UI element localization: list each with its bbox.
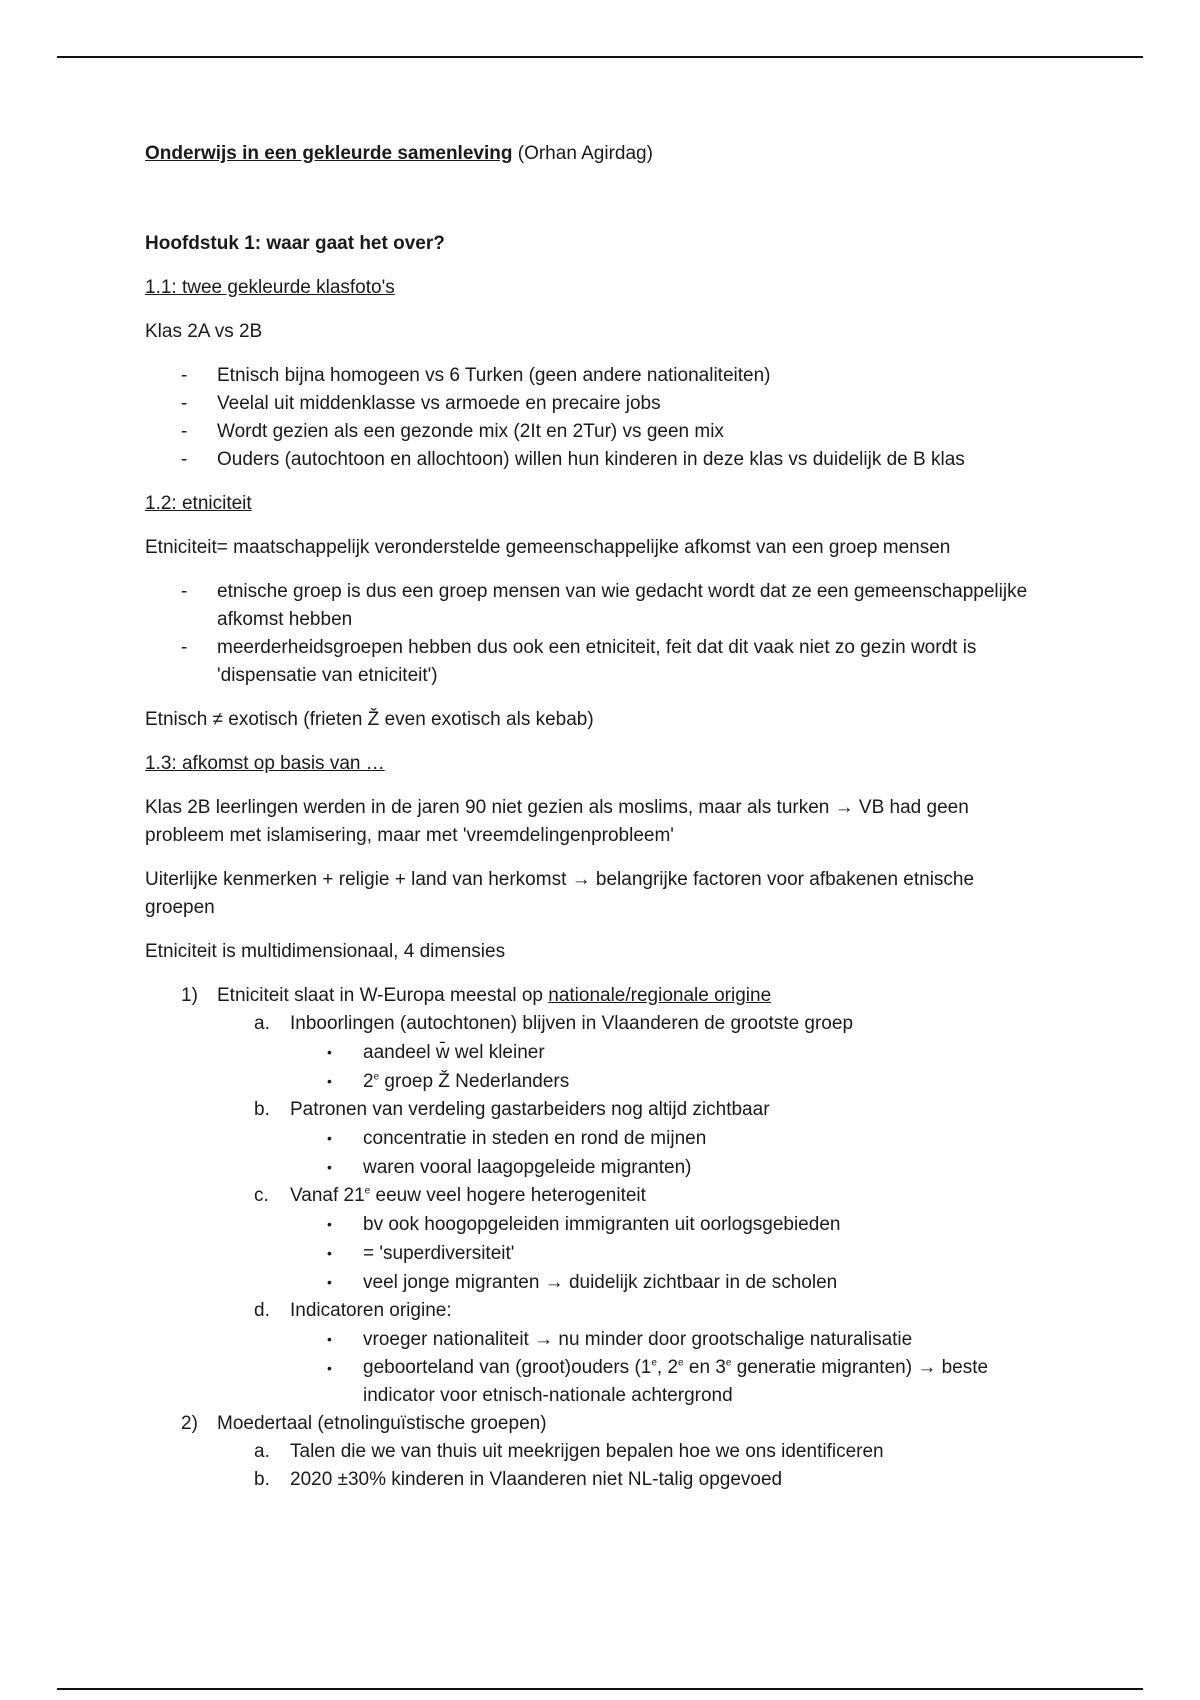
bullet-item: [145, 1038, 1045, 1067]
letter-marker: a.: [254, 1013, 270, 1034]
bullet-item: [145, 1239, 1045, 1268]
dimension-1-item-c: [145, 1182, 1045, 1210]
item-text: Indicatoren origine:: [290, 1300, 452, 1321]
bullet-marker: •: [327, 1216, 332, 1232]
number-marker: 1): [181, 985, 198, 1006]
bullet-text: concentratie in steden en rond de mijnen: [363, 1128, 707, 1149]
list-item-text: etnische groep is dus een groep mensen van wie gedacht wordt dat ze een gemeenschappelijke afkomst hebben: [217, 581, 1028, 630]
letter-marker: b.: [254, 1099, 270, 1120]
bullet-marker: •: [327, 1245, 332, 1261]
bullet-marker: •: [327, 1044, 332, 1060]
bullet-text: bv ook hoogopgeleiden immigranten uit oorlogsgebieden: [363, 1214, 841, 1235]
title-main: Onderwijs in een gekleurde samenleving: [145, 143, 513, 164]
superscript: e: [725, 1357, 732, 1369]
bullet-item: [145, 1354, 1045, 1410]
section-heading-1-3: 1.3: afkomst op basis van …: [145, 753, 385, 774]
list-item-text: Veelal uit middenklasse vs armoede en precaire jobs: [217, 393, 661, 414]
bullet-marker: •: [327, 1331, 332, 1347]
superscript: e: [678, 1357, 684, 1369]
dimension-1-underlined: nationale/regionale origine: [548, 985, 772, 1006]
letter-marker: b.: [254, 1469, 270, 1490]
bullet-text: vroeger nationaliteit → nu minder door grootschalige naturalisatie: [363, 1329, 913, 1350]
item-text: Vanaf 21: [290, 1185, 365, 1206]
bottom-rule: [57, 1688, 1143, 1690]
superscript: e: [364, 1185, 371, 1197]
bullet-text: 2: [363, 1071, 374, 1092]
bullet-item: [145, 1067, 1045, 1096]
section-heading-1-1: 1.1: twee gekleurde klasfoto's: [145, 277, 395, 298]
list-item: [145, 578, 1045, 634]
document-body: [145, 140, 1045, 1494]
letter-marker: c.: [254, 1185, 269, 1206]
section-1-3-paragraph-3: Etniciteit is multidimensionaal, 4 dimensies: [145, 941, 506, 962]
item-text: Patronen van verdeling gastarbeiders nog altijd zichtbaar: [290, 1099, 770, 1120]
dash-marker: -: [181, 637, 188, 658]
item-text: eeuw veel hogere heterogeniteit: [370, 1185, 646, 1206]
section-1-1-list: [145, 362, 1045, 474]
list-item: [145, 418, 1045, 446]
list-item: [145, 446, 1045, 474]
list-item-text: meerderheidsgroepen hebben dus ook een etniciteit, feit dat dit vaak niet zo gezin wordt is 'dispensatie van etniciteit'): [217, 637, 977, 686]
dimension-1-item-a: [145, 1010, 1045, 1038]
bullet-item: [145, 1124, 1045, 1153]
bullet-text: groep Ž Nederlanders: [379, 1071, 570, 1092]
section-1-3-paragraph-1: Klas 2B leerlingen werden in de jaren 90 niet gezien als moslims, maar als turken → VB had geen probleem met islamisering, maar met 'vreemdelingenprobleem': [145, 797, 969, 846]
bullet-text: waren vooral laagopgeleide migranten): [363, 1157, 692, 1178]
dash-marker: -: [181, 449, 188, 470]
title-author: (Orhan Agirdag): [512, 143, 653, 164]
top-rule: [57, 56, 1143, 58]
list-item: [145, 362, 1045, 390]
bullet-item: [145, 1325, 1045, 1354]
bullet-text: geboorteland van (groot)ouders (1: [363, 1357, 652, 1378]
dash-marker: -: [181, 421, 188, 442]
item-text: 2020 ±30% kinderen in Vlaanderen niet NL-talig opgevoed: [290, 1469, 783, 1490]
bullet-marker: •: [327, 1130, 332, 1146]
dash-marker: -: [181, 365, 188, 386]
number-marker: 2): [181, 1413, 198, 1434]
letter-marker: a.: [254, 1441, 270, 1462]
item-text: Inboorlingen (autochtonen) blijven in Vlaanderen de grootste groep: [290, 1013, 854, 1034]
bullet-marker: •: [327, 1360, 332, 1376]
dimension-2-text: Moedertaal (etnolinguïstische groepen): [217, 1413, 547, 1434]
list-item-text: Ouders (autochtoon en allochtoon) willen hun kinderen in deze klas vs duidelijk de B klas: [217, 449, 965, 470]
bullet-item: [145, 1153, 1045, 1182]
section-1-2-definition: Etniciteit= maatschappelijk veronderstelde gemeenschappelijke afkomst van een groep mensen: [145, 537, 951, 558]
section-1-2-note: Etnisch ≠ exotisch (frieten Ž even exotisch als kebab): [145, 709, 594, 730]
superscript: e: [373, 1071, 380, 1083]
dimension-1-text: Etniciteit slaat in W-Europa meestal op: [217, 985, 549, 1006]
bullet-text: = 'superdiversiteit': [363, 1243, 515, 1264]
superscript: e: [651, 1357, 657, 1369]
section-1-3-paragraph-2: Uiterlijke kenmerken + religie + land van herkomst → belangrijke factoren voor afbakenen etnische groepen: [145, 869, 975, 918]
bullet-text: , 2: [656, 1357, 679, 1378]
section-heading-1-2: 1.2: etniciteit: [145, 493, 252, 514]
dimension-1-item-b: [145, 1096, 1045, 1124]
section-1-1-intro: Klas 2A vs 2B: [145, 321, 263, 342]
bullet-marker: •: [327, 1073, 332, 1089]
bullet-item: [145, 1210, 1045, 1239]
bullet-marker: •: [327, 1159, 332, 1175]
bullet-text: en 3: [683, 1357, 726, 1378]
list-item-text: Wordt gezien als een gezonde mix (2It en 2Tur) vs geen mix: [217, 421, 724, 442]
dimension-2-item-b: [145, 1466, 1045, 1494]
bullet-text: generatie migranten) → beste indicator voor etnisch-nationale achtergrond: [363, 1357, 989, 1406]
list-item: [145, 390, 1045, 418]
dimension-2-item-a: [145, 1438, 1045, 1466]
list-item: [145, 634, 1045, 690]
dash-marker: -: [181, 581, 188, 602]
dimension-2: [145, 1410, 1045, 1438]
bullet-text: aandeel w̄ wel kleiner: [363, 1042, 545, 1063]
chapter-heading: Hoofdstuk 1: waar gaat het over?: [145, 233, 445, 254]
bullet-item: [145, 1268, 1045, 1297]
dimension-1-item-d: [145, 1297, 1045, 1325]
dash-marker: -: [181, 393, 188, 414]
section-1-2-list: [145, 578, 1045, 690]
bullet-text: veel jonge migranten → duidelijk zichtbaar in de scholen: [363, 1272, 838, 1293]
dimension-1: [145, 982, 1045, 1010]
list-item-text: Etnisch bijna homogeen vs 6 Turken (geen andere nationaliteiten): [217, 365, 771, 386]
bullet-marker: •: [327, 1274, 332, 1290]
letter-marker: d.: [254, 1300, 270, 1321]
document-title: [145, 140, 1045, 168]
item-text: Talen die we van thuis uit meekrijgen bepalen hoe we ons identificeren: [290, 1441, 884, 1462]
